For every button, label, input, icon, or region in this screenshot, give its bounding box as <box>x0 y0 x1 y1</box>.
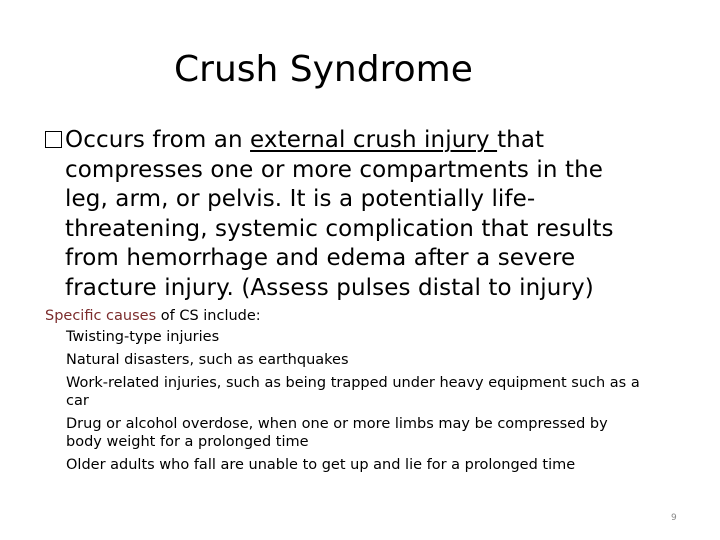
cause-item <box>66 351 686 369</box>
cause-item-line: Twisting-type injuries <box>66 329 220 345</box>
square-bullet-icon <box>45 131 62 148</box>
cause-item <box>66 328 686 346</box>
main-bullet-line: fracture injury. (Assess pulses distal to injury) <box>65 274 594 301</box>
cause-item <box>66 374 686 410</box>
main-bullet-line: compresses one or more compartments in the <box>65 156 604 183</box>
underlined-term: external crush injury <box>250 127 498 153</box>
cause-item-line: car <box>66 393 89 409</box>
main-bullet-line: from hemorrhage and edema after a severe <box>65 245 576 271</box>
cause-item <box>66 456 686 474</box>
causes-list <box>66 328 686 479</box>
specific-causes-heading <box>45 306 261 326</box>
cause-item-line: Drug or alcohol overdose, when one or more limbs may be compressed by <box>66 416 608 432</box>
slide-title: Crush Syndrome <box>174 49 473 90</box>
main-bullet-line <box>45 126 665 156</box>
page-number: 9 <box>671 513 677 523</box>
main-bullet-text: Occurs from an <box>65 127 251 153</box>
main-bullet-text: that <box>497 127 545 153</box>
specific-causes-accent: Specific causes <box>45 308 157 324</box>
cause-item-line: Work-related injuries, such as being trapped under heavy equipment such as a <box>66 375 640 391</box>
cause-item-line: body weight for a prolonged time <box>66 434 309 450</box>
main-bullet-paragraph <box>45 126 665 303</box>
main-bullet-line: threatening, systemic complication that results <box>65 215 614 242</box>
specific-causes-rest: of CS include: <box>156 308 261 324</box>
cause-item-line: Older adults who fall are unable to get up and lie for a prolonged time <box>66 457 576 473</box>
main-bullet-line: leg, arm, or pelvis. It is a potentially life- <box>65 186 536 212</box>
cause-item <box>66 415 686 451</box>
cause-item-line: Natural disasters, such as earthquakes <box>66 352 349 368</box>
